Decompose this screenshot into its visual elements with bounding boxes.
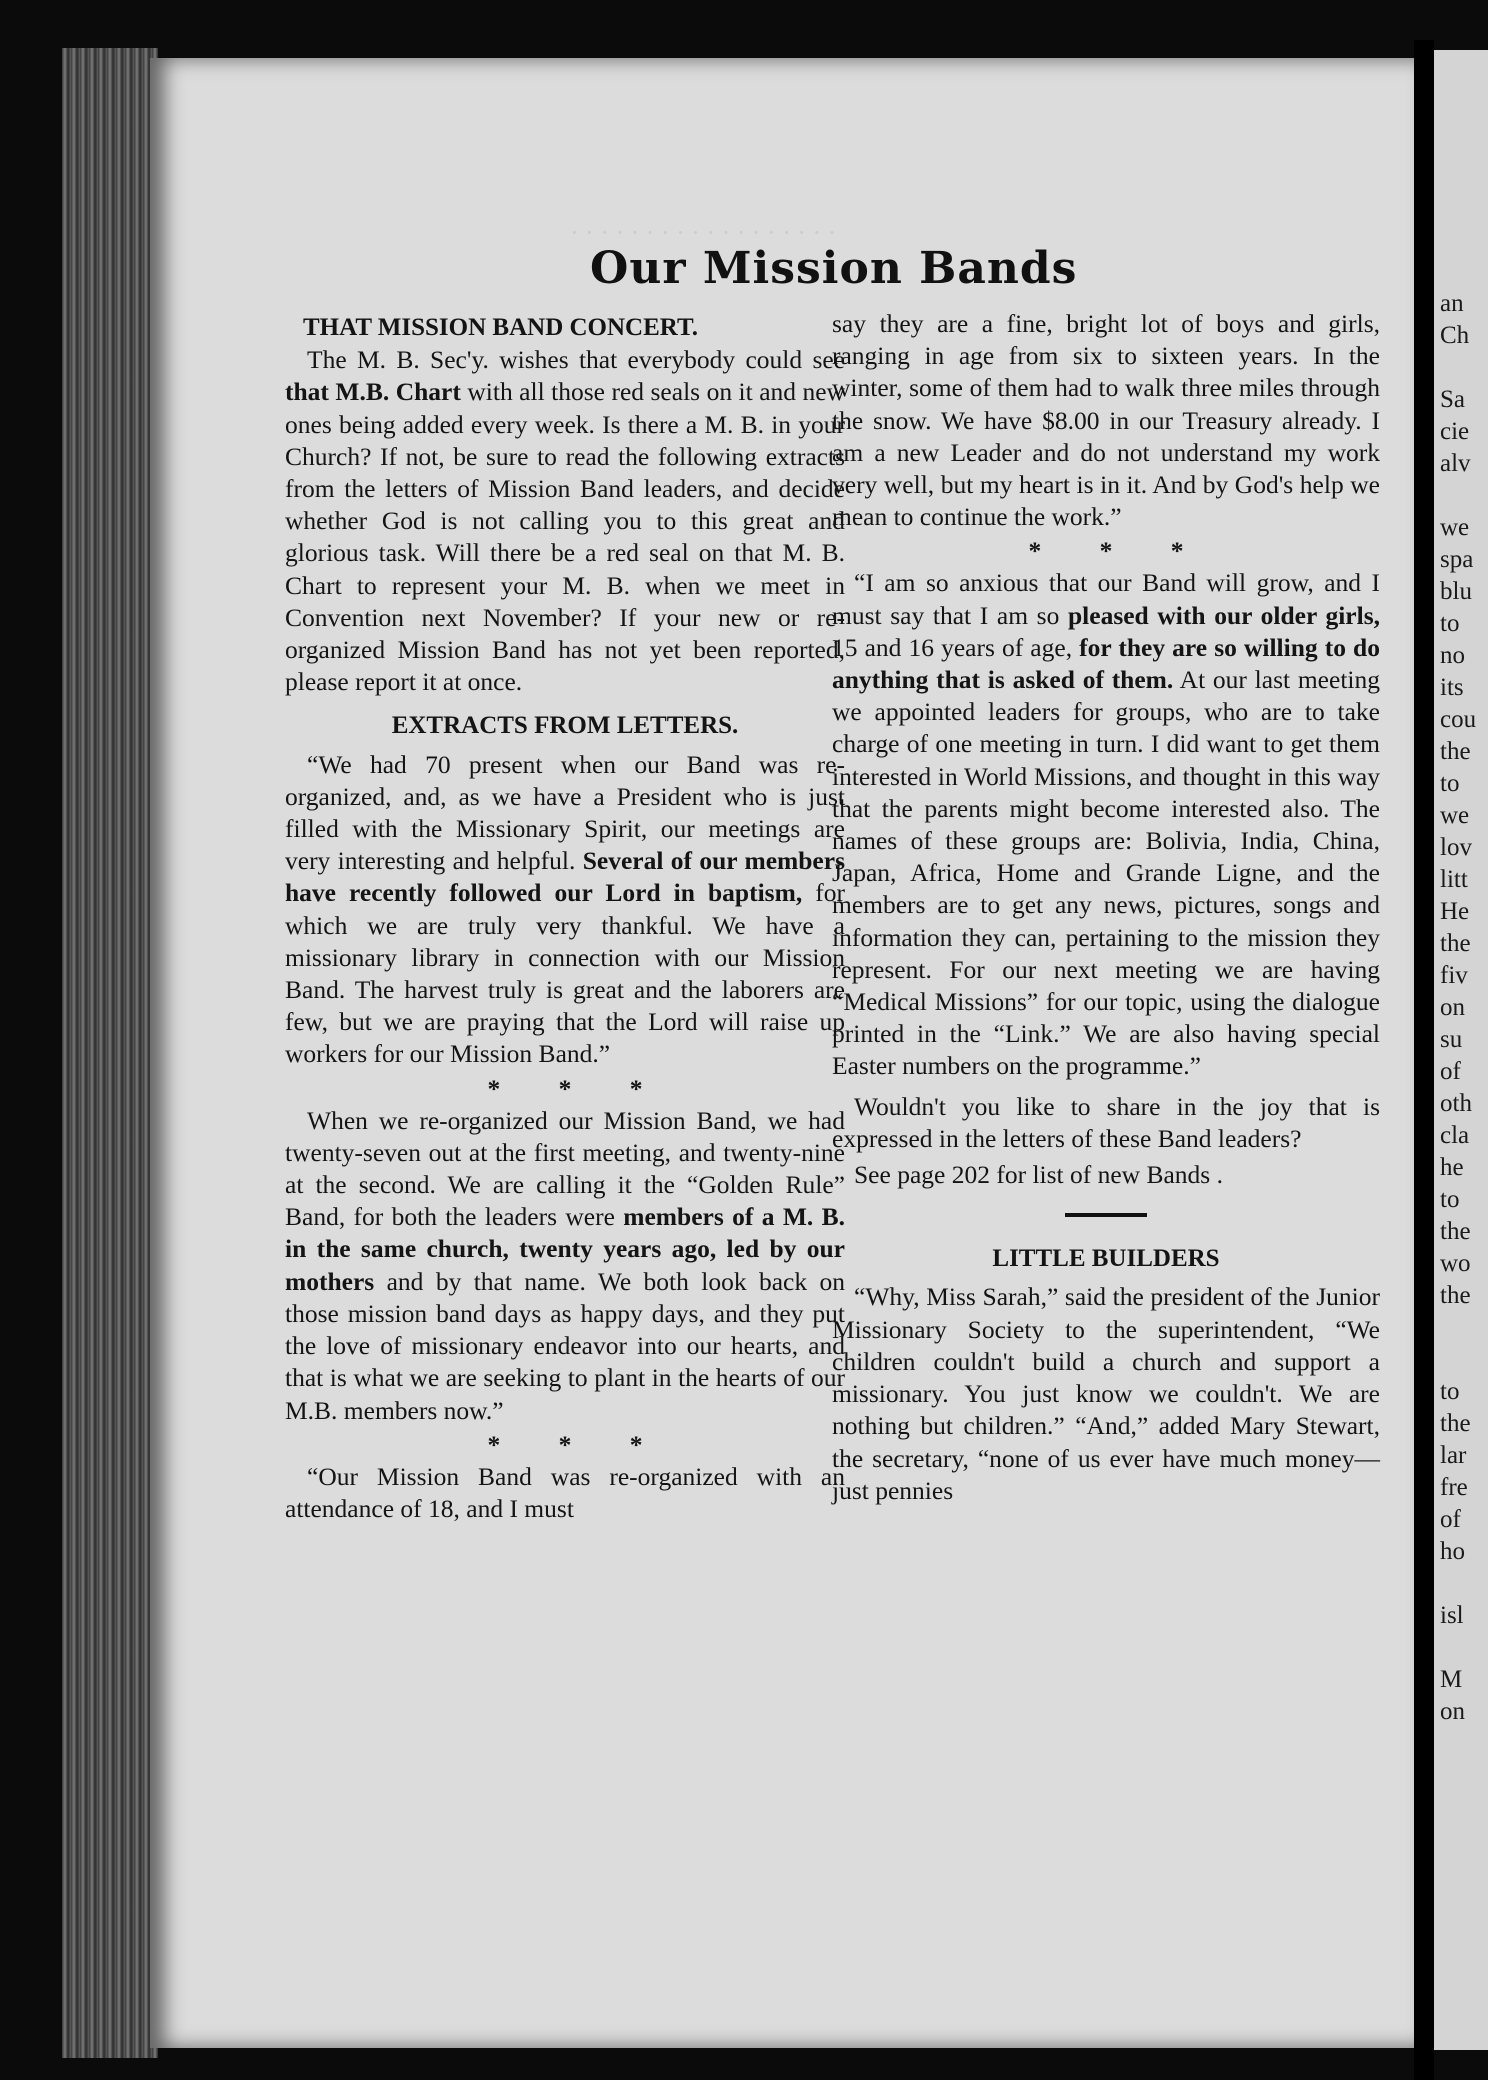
- facing-page-fragment: isl: [1440, 1602, 1464, 1629]
- text-run: with all those red seals on it and new ones being added every week. Is there a M. B. in your Church? If not, be sure to read the following extracts from the letters of Mission Band leaders, and decide whether God is not calling you to this great and glorious task. Will there be a red seal on that M. B. Chart to represent your M. B. when we meet in Convention next November? If your new or re-organized Mission Band has not yet been reported, please report it at once.: [285, 377, 845, 697]
- facing-page-fragment: alv: [1440, 450, 1471, 477]
- section-separator: * * *: [487, 1429, 643, 1459]
- text-run: 15 and 16 years of age,: [832, 632, 1080, 662]
- facing-page-fragment: to: [1440, 770, 1460, 797]
- facing-page-fragment: to: [1440, 610, 1460, 637]
- facing-page-fragment: litt: [1440, 866, 1468, 893]
- facing-page-fragment: on: [1440, 994, 1465, 1021]
- text-run: “I am so anxious that our Band will grow, and I must say that I am so: [832, 568, 1380, 630]
- text-run: When we re-organized our Mission Band, we had twenty-seven out at the first meeting, and twenty-nine at the second. We are calling it the “Golden Rule” Band, for both the leaders were: [285, 1105, 845, 1232]
- facing-page-fragment: the: [1440, 1218, 1471, 1245]
- facing-page-fragment: an: [1440, 290, 1464, 317]
- facing-page-fragment: the: [1440, 738, 1471, 765]
- right-column: [832, 308, 1380, 1507]
- facing-page-fragment: of: [1440, 1058, 1461, 1085]
- facing-page-fragment: the: [1440, 1410, 1471, 1437]
- text-run-bold: pleased with our older girls,: [1067, 600, 1380, 630]
- text-run-bold: that M.B. Chart: [285, 377, 461, 407]
- section-separator: * * *: [487, 1073, 643, 1103]
- facing-page-fragment: to: [1440, 1378, 1460, 1405]
- text-run: At our last meeting we appointed leaders for groups, who are to take charge of one meeting in turn. I did want to get them interested in World Missions, and thought in this way that the parents might become interested also. The names of these groups are: Bolivia, India, China, Japan, Africa, Home and Grande Ligne, and the members are to get any news, pictures, songs and information they can, pertaining to the mission they represent. For our next meeting we are having “Medical Missions” for our topic, using the dialogue printed in the “Link.” We are also having special Easter numbers on the programme.”: [832, 665, 1380, 1081]
- facing-page-fragment: of: [1440, 1506, 1461, 1533]
- page-stack-edge: [62, 48, 158, 2058]
- facing-page-fragment: oth: [1440, 1090, 1472, 1117]
- text-run: and by that name. We both look back on those mission band days as happy days, and they put the love of missionary endeavor into our hearts, and that is what we are seeking to plant in the hearts of our M.B. members now.”: [285, 1266, 845, 1425]
- text-run-bold: for they are so willing to do anything that is asked of them.: [832, 632, 1380, 695]
- facing-page-fragment: cla: [1440, 1122, 1470, 1149]
- facing-page-fragment: Sa: [1440, 386, 1465, 413]
- facing-page-fragment: fre: [1440, 1474, 1468, 1501]
- book-gutter: [1414, 40, 1434, 2080]
- facing-page-fragment: its: [1440, 674, 1464, 701]
- facing-page-fragment: cie: [1440, 418, 1470, 445]
- letter-extract-1: [285, 749, 845, 1071]
- facing-page-fragment: he: [1440, 1154, 1464, 1181]
- facing-page-fragment: [1440, 480, 1486, 512]
- page-title: Our Mission Bands: [590, 243, 1078, 294]
- facing-page-fragment: lov: [1440, 834, 1472, 861]
- facing-page-fragment: spa: [1440, 546, 1474, 573]
- facing-page-fragment: the: [1440, 1282, 1471, 1309]
- facing-page-fragment: cou: [1440, 706, 1477, 733]
- closing-question: Wouldn't you like to share in the joy that is expressed in the letters of these Band leaders?: [832, 1091, 1380, 1153]
- facing-page-fragment: [1440, 1568, 1486, 1600]
- text-run: The M. B. Sec'y. wishes that everybody could see: [307, 345, 845, 375]
- letter-extract-4: [832, 567, 1380, 1082]
- text-run: for which we are truly very thankful. We have a missionary library in connection with our Mission Band. The harvest truly is great and the laborers are few, but we are praying that the Lord will raise up workers for our Mission Band.”: [285, 878, 845, 1069]
- facing-page-fragment: we: [1440, 514, 1470, 541]
- bleed-through-text: · · · · · · · · · · · · · · · · · ·: [570, 218, 837, 247]
- facing-page-fragment: [1440, 352, 1486, 384]
- text-run: “We had 70 present when our Band was re-organized, and, as we have a President who is just filled with the Missionary Spirit, our meetings are very interesting and helpful.: [285, 749, 845, 876]
- paragraph-concert: [285, 344, 845, 698]
- section-heading-extracts: EXTRACTS FROM LETTERS.: [391, 712, 739, 740]
- facing-page-fragment: fiv: [1440, 962, 1468, 989]
- facing-page-fragment: Ch: [1440, 322, 1470, 349]
- facing-page-fragment: [1440, 1312, 1486, 1344]
- facing-page-fragment: [1440, 1632, 1486, 1664]
- text-run-bold: members of a M. B. in the same church, twenty years ago, led by our mothers: [285, 1202, 845, 1296]
- facing-page-fragment: M: [1440, 1666, 1463, 1693]
- section-divider-rule: [1065, 1213, 1147, 1217]
- section-heading-little-builders: LITTLE BUILDERS: [992, 1245, 1220, 1273]
- facing-page-fragment: no: [1440, 642, 1465, 669]
- facing-page-fragment: wo: [1440, 1250, 1471, 1277]
- facing-page-fragment: [1440, 1344, 1486, 1376]
- letter-extract-3-start: “Our Mission Band was re-organized with an attendance of 18, and I must: [285, 1461, 845, 1523]
- letter-extract-3-continued: say they are a fine, bright lot of boys and girls, ranging in age from six to sixteen years. In the winter, some of them had to walk three miles through the snow. We have $8.00 in our Treasury already. I am a new Leader and do not understand my work very well, but my heart is in it. And by God's help we mean to continue the work.”: [832, 309, 1380, 532]
- facing-page-fragment: He: [1440, 898, 1470, 925]
- facing-page-fragment: ho: [1440, 1538, 1465, 1565]
- section-separator: * * *: [1028, 536, 1184, 566]
- section-heading-concert: THAT MISSION BAND CONCERT.: [303, 314, 699, 341]
- facing-page-text-fragments: [1440, 288, 1486, 1728]
- little-builders-story: “Why, Miss Sarah,” said the president of the Junior Missionary Society to the superintendent, “We children couldn't build a church and support a missionary. You just know we couldn't. We are nothing but children.” “And,” added Mary Stewart, the secretary, “none of us ever have much money—just pennies: [832, 1282, 1380, 1505]
- facing-page-fragment: blu: [1440, 578, 1472, 605]
- facing-page-fragment: we: [1440, 802, 1470, 829]
- left-column: [285, 312, 845, 1525]
- facing-page-fragment: su: [1440, 1026, 1463, 1053]
- facing-page-fragment: on: [1440, 1698, 1465, 1725]
- facing-page-fragment: the: [1440, 930, 1471, 957]
- facing-page-fragment: to: [1440, 1186, 1460, 1213]
- facing-page-fragment: lar: [1440, 1442, 1467, 1469]
- text-run-bold: Several of our members have recently followed our Lord in baptism,: [285, 846, 845, 908]
- letter-extract-2: [285, 1105, 845, 1427]
- page-reference-note: See page 202 for list of new Bands .: [854, 1160, 1223, 1190]
